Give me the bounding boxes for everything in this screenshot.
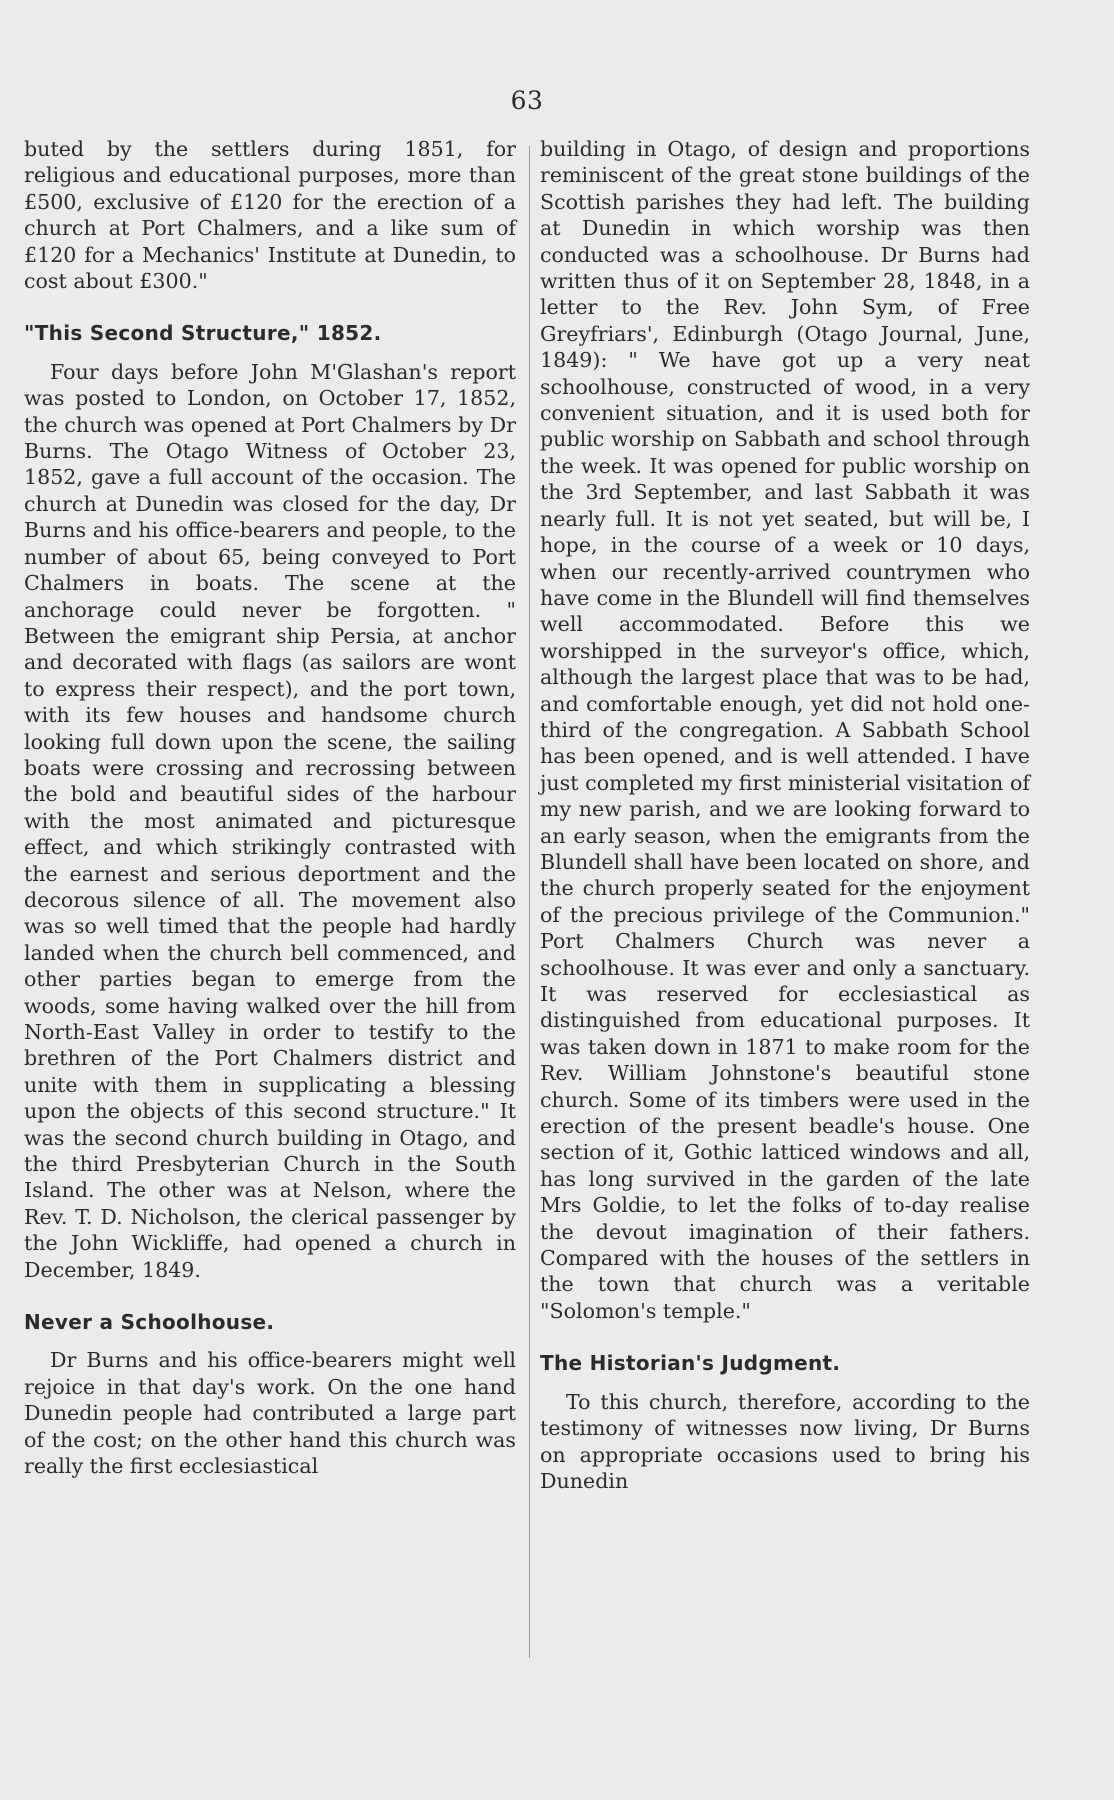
left-column [24, 136, 516, 1480]
left-paragraph-3: Dr Burns and his office-bearers might well rejoice in that day's work. On the one hand Dunedin people had contributed a large part of the cost; on the other hand this church was really the first ecclesiastical [24, 1348, 516, 1479]
section-heading-never-a-schoolhouse: Never a Schoolhouse. [24, 1310, 275, 1335]
left-paragraph-2: Four days before John M'Glashan's report was posted to London, on October 17, 1852, the church was opened at Port Chalmers by Dr Burns. The Otago Witness of October 23, 1852, gave a full account of the occasion. The church at Dunedin was closed for the day, Dr Burns and his office-bearers and people, to the number of about 65, being conveyed to Port Chalmers in boats. The scene at the anchorage could never be forgotten. " Between the emigrant ship Persia, at anchor and decorated with flags (as sailors are wont to express their respect), and the port town, with its few houses and handsome church looking full down upon the scene, the sailing boats were crossing and recrossing between the bold and beautiful sides of the harbour with the most animated and picturesque effect, and which strikingly contrasted with the earnest and serious deportment and the decorous silence of all. The movement also was so well timed that the people had hardly landed when the church bell commenced, and other parties began to emerge from the woods, some having walked over the hill from North-East Valley in order to testify to the brethren of the Port Chalmers district and unite with them in supplicating a blessing upon the objects of this second structure." It was the second church building in Otago, and the third Presbyterian Church in the South Island. The other was at Nelson, where the Rev. T. D. Nicholson, the clerical passenger by the John Wickliffe, had opened a church in December, 1849. [24, 359, 516, 1282]
right-paragraph-2: To this church, therefore, according to the testimony of witnesses now living, Dr Burns on appropriate occasions used to bring his Dunedin [540, 1389, 1030, 1493]
left-paragraph-1: buted by the settlers during 1851, for religious and educational purposes, more than £500, exclusive of £120 for the erection of a church at Port Chalmers, and a like sum of £120 for a Mechanics' Institute at Dunedin, to cost about £300." [24, 137, 516, 294]
section-heading-second-structure: "This Second Structure," 1852. [24, 321, 382, 346]
column-divider [529, 146, 530, 1658]
section-heading-historians-judgment: The Historian's Judgment. [540, 1351, 841, 1376]
right-column [540, 136, 1030, 1494]
right-paragraph-1: building in Otago, of design and proportions reminiscent of the great stone buildings of the Scottish parishes they had left. The building at Dunedin in which worship was then conducted was a schoolhouse. Dr Burns had written thus of it on September 28, 1848, in a letter to the Rev. John Sym, of Free Greyfriars', Edinburgh (Otago Journal, June, 1849): " We have got up a very neat schoolhouse, constructed of wood, in a very convenient situation, and it is used both for public worship on Sabbath and school through the week. It was opened for public worship on the 3rd September, and last Sabbath it was nearly full. It is not yet seated, but will be, I hope, in the course of a week or 10 days, when our recently-arrived countrymen who have come in the Blundell will find themselves well accommodated. Before this we worshipped in the surveyor's office, which, although the largest place that was to be had, and comfortable enough, yet did not hold one-third of the congregation. A Sabbath School has been opened, and is well attended. I have just completed my first ministerial visitation of my new parish, and we are looking forward to an early season, when the emigrants from the Blundell shall have been located on shore, and the church properly seated for the enjoyment of the precious privilege of the Communion." Port Chalmers Church was never a schoolhouse. It was ever and only a sanctuary. It was reserved for ecclesiastical as distinguished from educational purposes. It was taken down in 1871 to make room for the Rev. William Johnstone's beautiful stone church. Some of its timbers were used in the erection of the present beadle's house. One section of it, Gothic latticed windows and all, has long survived in the garden of the late Mrs Goldie, to let the folks of to-day realise the devout imagination of their fathers. Compared with the houses of the settlers in the town that church was a veritable "Solomon's temple." [540, 137, 1030, 1323]
page-number: 63 [510, 86, 544, 115]
